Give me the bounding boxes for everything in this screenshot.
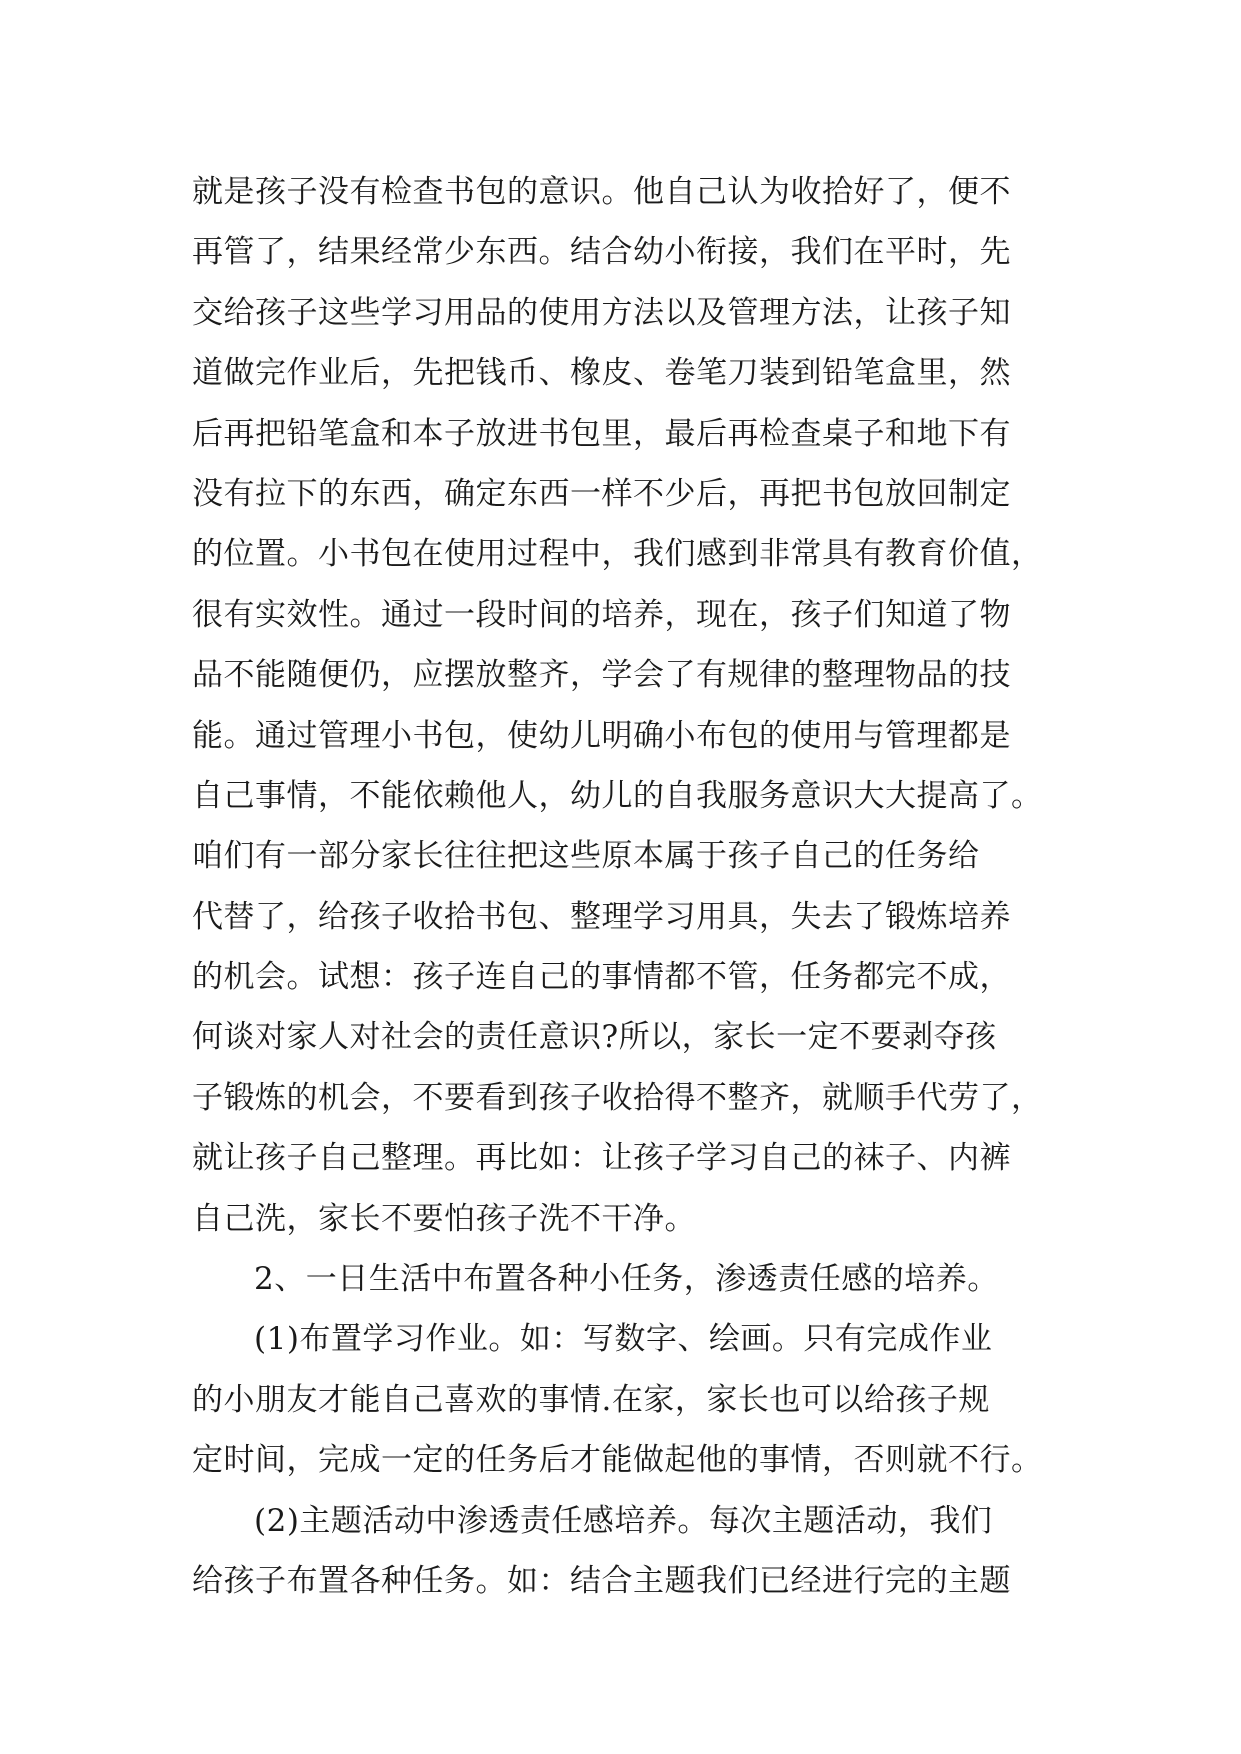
text-line: 就是孩子没有检查书包的意识。他自己认为收拾好了，便不 (192, 174, 1011, 210)
text-line: (1)布置学习作业。如：写数字、绘画。只有完成作业 (254, 1321, 993, 1358)
text-line: 后再把铅笔盒和本子放进书包里，最后再检查桌子和地下有 (192, 415, 1011, 452)
text-line: 再管了，结果经常少东西。结合幼小衔接，我们在平时，先 (192, 234, 1011, 271)
text-line: 交给孩子这些学习用品的使用方法以及管理方法，让孩子知 (192, 294, 1011, 331)
text-line: 自己事情，不能依赖他人，幼儿的自我服务意识大大提高了。 (192, 777, 1043, 814)
text-line: 道做完作业后，先把钱币、橡皮、卷笔刀装到铅笔盒里，然 (192, 355, 1011, 392)
text-line: 的位置。小书包在使用过程中，我们感到非常具有教育价值， (192, 536, 1043, 573)
text-line: 定时间，完成一定的任务后才能做起他的事情，否则就不行。 (192, 1442, 1043, 1479)
text-line: 的小朋友才能自己喜欢的事情.在家，家长也可以给孩子规 (192, 1381, 990, 1418)
document-body (192, 162, 1052, 1611)
text-line: 能。通过管理小书包，使幼儿明确小布包的使用与管理都是 (192, 717, 1011, 754)
text-line: 没有拉下的东西，确定东西一样不少后，再把书包放回制定 (192, 475, 1011, 512)
text-line: 代替了，给孩子收拾书包、整理学习用具，失去了锻炼培养 (192, 898, 1011, 935)
text-line: 给孩子布置各种任务。如：结合主题我们已经进行完的主题 (192, 1562, 1011, 1599)
text-line: 很有实效性。通过一段时间的培养，现在，孩子们知道了物 (192, 596, 1011, 633)
text-line: 咱们有一部分家长往往把这些原本属于孩子自己的任务给 (192, 838, 980, 875)
text-line: 品不能随便仍，应摆放整齐，学会了有规律的整理物品的技 (192, 657, 1011, 694)
text-line: 何谈对家人对社会的责任意识?所以，家长一定不要剥夺孩 (192, 1019, 997, 1056)
section-heading: 2、一日生活中布置各种小任务，渗透责任感的培养。 (254, 1261, 999, 1298)
text-line: 就让孩子自己整理。再比如：让孩子学习自己的袜子、内裤 (192, 1140, 1011, 1177)
text-line: 自己洗，家长不要怕孩子洗不干净。 (192, 1200, 696, 1237)
text-line: (2)主题活动中渗透责任感培养。每次主题活动，我们 (254, 1502, 993, 1539)
text-line: 子锻炼的机会，不要看到孩子收拾得不整齐，就顺手代劳了， (192, 1079, 1043, 1116)
text-line: 的机会。试想：孩子连自己的事情都不管，任务都完不成， (192, 959, 1011, 996)
